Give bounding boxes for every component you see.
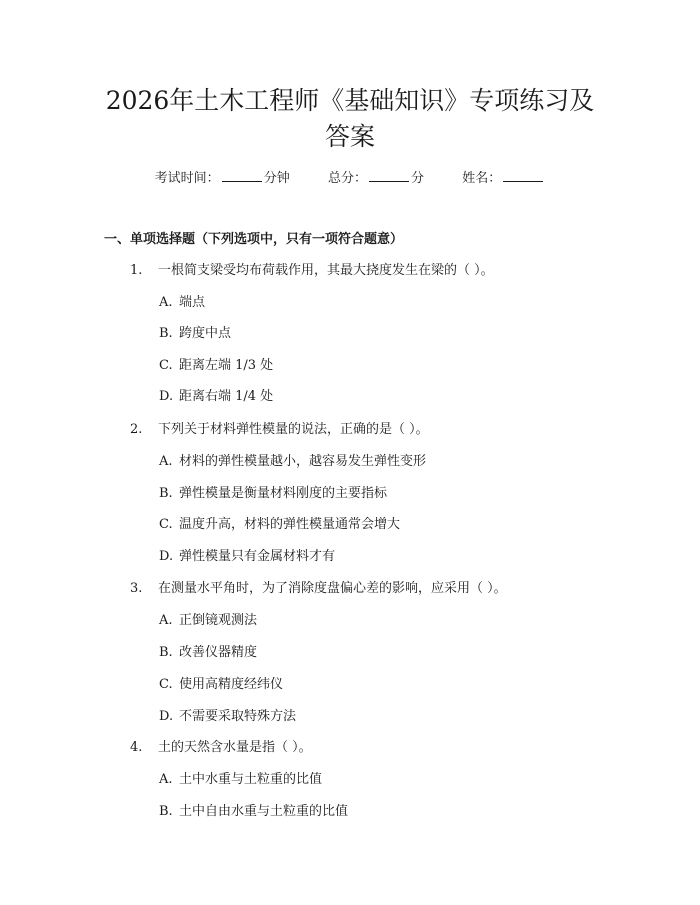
option-text: 不需要采取特殊方法 [179, 709, 297, 724]
option-letter: D. [159, 549, 174, 564]
time-unit: 分钟 [263, 171, 290, 186]
option-text: 土中水重与土粒重的比值 [179, 772, 323, 787]
option-item [159, 387, 273, 407]
option-item [159, 452, 426, 472]
score-blank [369, 168, 409, 182]
section-heading: 一、单项选择题（下列选项中，只有一项符合题意） [104, 232, 404, 247]
question-2 [130, 420, 429, 440]
option-letter: B. [159, 486, 173, 501]
score-label: 总分： [327, 171, 367, 186]
question-text: 土的天然含水量是指（ ）。 [158, 740, 312, 755]
option-item [159, 611, 257, 631]
option-text: 正倒镜观测法 [179, 613, 258, 628]
option-item [159, 356, 273, 376]
name-label: 姓名： [462, 171, 502, 186]
time-label: 考试时间： [154, 171, 220, 186]
document-title-line-1: 2026年土木工程师《基础知识》专项练习及 [105, 86, 595, 115]
question-1 [130, 261, 494, 281]
option-text: 弹性模量是衡量材料刚度的主要指标 [179, 486, 388, 501]
question-3 [130, 579, 507, 599]
question-number: 4. [130, 740, 143, 755]
option-item [159, 770, 322, 790]
exam-info-line [0, 168, 700, 189]
option-text: 距离右端 1/4 处 [179, 389, 274, 404]
option-item [159, 675, 283, 695]
option-letter: B. [159, 645, 173, 660]
option-letter: D. [159, 709, 174, 724]
option-item [159, 324, 231, 344]
option-text: 材料的弹性模量越小，越容易发生弹性变形 [179, 454, 427, 469]
option-letter: B. [159, 804, 173, 819]
option-text: 弹性模量只有金属材料才有 [179, 549, 336, 564]
option-letter: C. [159, 358, 173, 373]
option-item [159, 707, 296, 727]
option-text: 跨度中点 [179, 326, 232, 341]
question-number: 1. [130, 263, 143, 278]
option-item [159, 547, 335, 567]
question-number: 3. [130, 581, 143, 596]
document-title-line-2: 答案 [324, 122, 375, 151]
option-text: 土中自由水重与土粒重的比值 [179, 804, 349, 819]
name-blank [503, 168, 543, 182]
option-item [159, 293, 205, 313]
option-letter: A. [159, 295, 173, 310]
option-item [159, 643, 257, 663]
option-item [159, 802, 348, 822]
option-text: 距离左端 1/3 处 [179, 358, 274, 373]
option-letter: D. [159, 389, 174, 404]
option-letter: C. [159, 677, 173, 692]
question-4 [130, 738, 312, 758]
option-letter: A. [159, 454, 173, 469]
question-number: 2. [130, 422, 143, 437]
question-text: 在测量水平角时，为了消除度盘偏心差的影响，应采用（ ）。 [158, 581, 507, 596]
option-letter: B. [159, 326, 173, 341]
option-text: 使用高精度经纬仪 [179, 677, 284, 692]
option-letter: C. [159, 517, 173, 532]
option-item [159, 484, 387, 504]
question-text: 下列关于材料弹性模量的说法，正确的是（ ）。 [158, 422, 429, 437]
score-unit: 分 [411, 171, 425, 186]
option-text: 温度升高，材料的弹性模量通常会增大 [179, 517, 401, 532]
option-letter: A. [159, 772, 173, 787]
option-text: 端点 [179, 295, 206, 310]
time-blank [222, 168, 262, 182]
option-text: 改善仪器精度 [179, 645, 258, 660]
question-text: 一根简支梁受均布荷载作用，其最大挠度发生在梁的（ ）。 [158, 263, 494, 278]
option-item [159, 515, 400, 535]
option-letter: A. [159, 613, 173, 628]
